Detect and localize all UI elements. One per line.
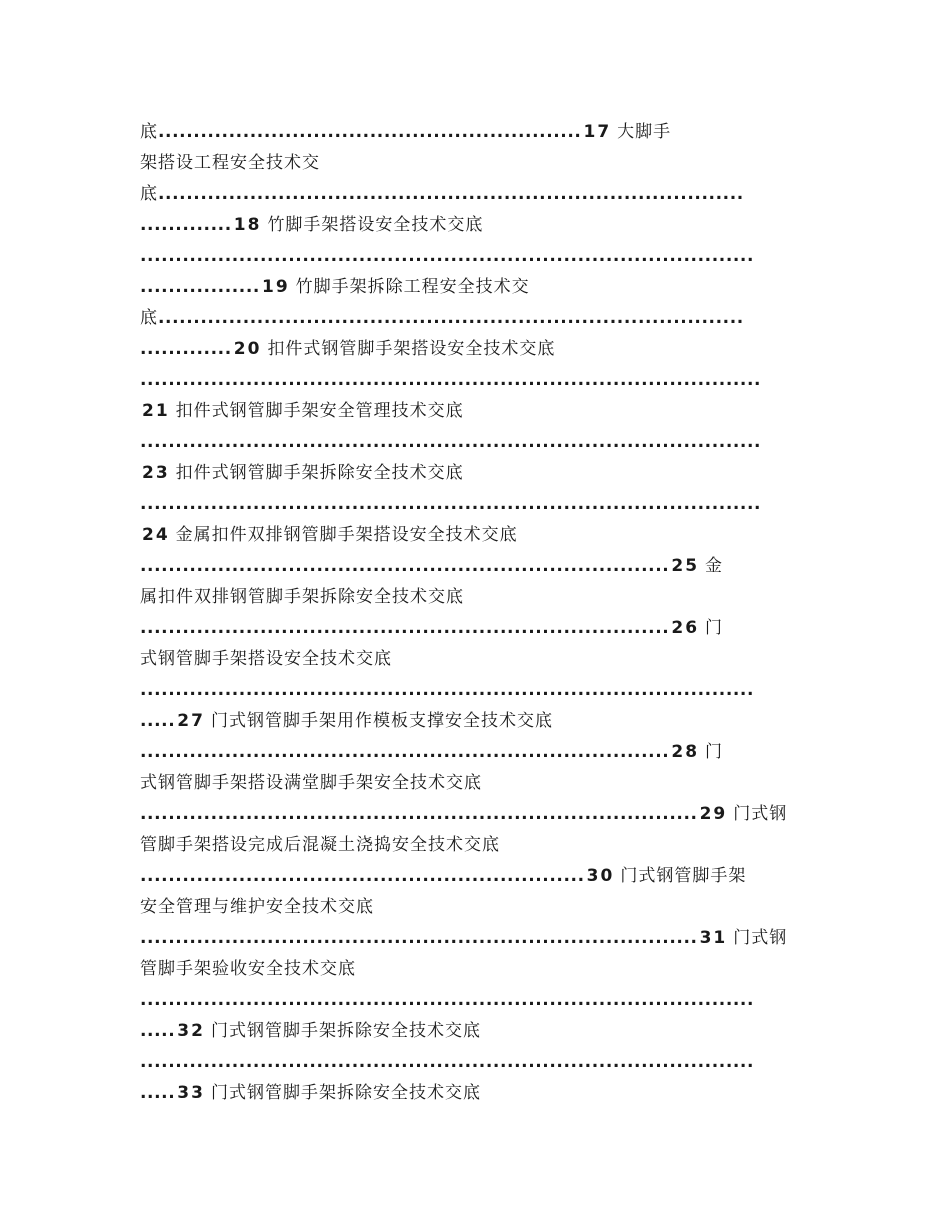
toc-entry-title: 大脚手: [617, 122, 672, 142]
toc-line-prefix: 底: [140, 308, 158, 328]
toc-page-number: 17: [583, 122, 612, 142]
table-of-contents: [140, 117, 830, 1109]
toc-line: [140, 1078, 830, 1109]
toc-page-number: 21: [142, 401, 170, 421]
toc-page-number: 30: [586, 866, 615, 886]
toc-leader-dots: .......................................................................................: [140, 1052, 755, 1072]
toc-leader-dots: .......................................................................................: [140, 990, 755, 1010]
toc-entry-title: 门式钢: [733, 928, 788, 948]
toc-leader-dots: ...............................................................: [140, 866, 585, 886]
toc-page-number: 32: [177, 1021, 205, 1041]
toc-entry-title: 扣件式钢管脚手架拆除安全技术交底: [175, 463, 464, 483]
toc-leader-dots: .............: [140, 215, 232, 235]
toc-line: [140, 210, 830, 241]
toc-page-number: 20: [233, 339, 262, 359]
toc-entry-title: 安全管理与维护安全技术交底: [140, 897, 374, 917]
toc-line: [140, 954, 830, 985]
toc-line-prefix: 底: [140, 122, 158, 142]
toc-line: [140, 613, 830, 644]
toc-leader-dots: ...........................................................................: [140, 556, 670, 576]
toc-line: [140, 768, 830, 799]
toc-page-number: 23: [142, 463, 170, 483]
toc-leader-dots: ...............................................................................: [140, 928, 698, 948]
toc-page-number: 31: [699, 928, 728, 948]
toc-line: [140, 427, 830, 458]
toc-leader-dots: .....: [140, 1083, 176, 1103]
toc-page-number: 27: [177, 711, 205, 731]
toc-line: [140, 861, 830, 892]
toc-line: [140, 675, 830, 706]
toc-line: [140, 582, 830, 613]
toc-entry-title: 门式钢管脚手架拆除安全技术交底: [210, 1021, 481, 1041]
toc-leader-dots: ........................................................................................: [140, 432, 762, 452]
toc-leader-dots: .....: [140, 711, 176, 731]
toc-page-number: 28: [671, 742, 700, 762]
toc-entry-title: 架搭设工程安全技术交: [140, 153, 320, 173]
toc-entry-title: 竹脚手架拆除工程安全技术交: [295, 277, 530, 297]
toc-entry-title: 式钢管脚手架搭设满堂脚手架安全技术交底: [140, 773, 482, 793]
toc-line: [140, 799, 830, 830]
toc-leader-dots: .................: [140, 277, 260, 297]
toc-entry-title: 门式钢: [733, 804, 788, 824]
toc-page-number: 24: [142, 525, 170, 545]
toc-page-number: 26: [671, 618, 700, 638]
toc-leader-dots: ...........................................................................: [140, 618, 670, 638]
toc-entry-title: 管脚手架搭设完成后混凝土浇捣安全技术交底: [140, 835, 500, 855]
toc-leader-dots: ...................................................................................: [158, 308, 744, 328]
toc-line: [140, 520, 830, 551]
toc-line: [140, 644, 830, 675]
toc-line: [140, 365, 830, 396]
toc-entry-title: 扣件式钢管脚手架搭设安全技术交底: [267, 339, 556, 359]
toc-leader-dots: .............: [140, 339, 232, 359]
toc-leader-dots: ...............................................................................: [140, 804, 698, 824]
toc-entry-title: 门式钢管脚手架: [620, 866, 747, 886]
toc-page-number: 18: [233, 215, 262, 235]
toc-line: [140, 272, 830, 303]
toc-line: [140, 179, 830, 210]
toc-entry-title: 门式钢管脚手架拆除安全技术交底: [210, 1083, 481, 1103]
toc-leader-dots: ........................................................................................: [140, 370, 762, 390]
toc-line: [140, 1016, 830, 1047]
toc-entry-title: 竹脚手架搭设安全技术交底: [267, 215, 484, 235]
toc-entry-title: 金: [705, 556, 724, 576]
toc-line: [140, 489, 830, 520]
toc-leader-dots: .....: [140, 1021, 176, 1041]
toc-line: [140, 458, 830, 489]
toc-line: [140, 334, 830, 365]
toc-line: [140, 985, 830, 1016]
toc-entry-title: 门: [705, 618, 724, 638]
toc-entry-title: 管脚手架验收安全技术交底: [140, 959, 356, 979]
toc-page-number: 25: [671, 556, 700, 576]
toc-line: [140, 241, 830, 272]
toc-page-number: 33: [177, 1083, 205, 1103]
toc-line: [140, 706, 830, 737]
toc-leader-dots: ...........................................................................: [140, 742, 670, 762]
toc-line: [140, 148, 830, 179]
toc-leader-dots: .......................................................................................: [140, 246, 755, 266]
toc-line: [140, 737, 830, 768]
toc-line: [140, 892, 830, 923]
toc-line-prefix: 底: [140, 184, 158, 204]
toc-page-number: 19: [262, 277, 290, 297]
toc-entry-title: 门式钢管脚手架用作模板支撑安全技术交底: [210, 711, 553, 731]
toc-page-number: 29: [699, 804, 728, 824]
toc-line: [140, 923, 830, 954]
toc-leader-dots: .......................................................................................: [140, 680, 755, 700]
toc-line: [140, 1047, 830, 1078]
toc-leader-dots: ...................................................................................: [158, 184, 744, 204]
toc-line: [140, 303, 830, 334]
toc-line: [140, 117, 830, 148]
toc-line: [140, 396, 830, 427]
toc-entry-title: 式钢管脚手架搭设安全技术交底: [140, 649, 392, 669]
toc-line: [140, 830, 830, 861]
toc-entry-title: 扣件式钢管脚手架安全管理技术交底: [175, 401, 464, 421]
toc-leader-dots: ............................................................: [158, 122, 582, 142]
toc-leader-dots: ........................................................................................: [140, 494, 762, 514]
toc-entry-title: 属扣件双排钢管脚手架拆除安全技术交底: [140, 587, 464, 607]
toc-entry-title: 门: [705, 742, 724, 762]
toc-line: [140, 551, 830, 582]
toc-entry-title: 金属扣件双排钢管脚手架搭设安全技术交底: [175, 525, 518, 545]
